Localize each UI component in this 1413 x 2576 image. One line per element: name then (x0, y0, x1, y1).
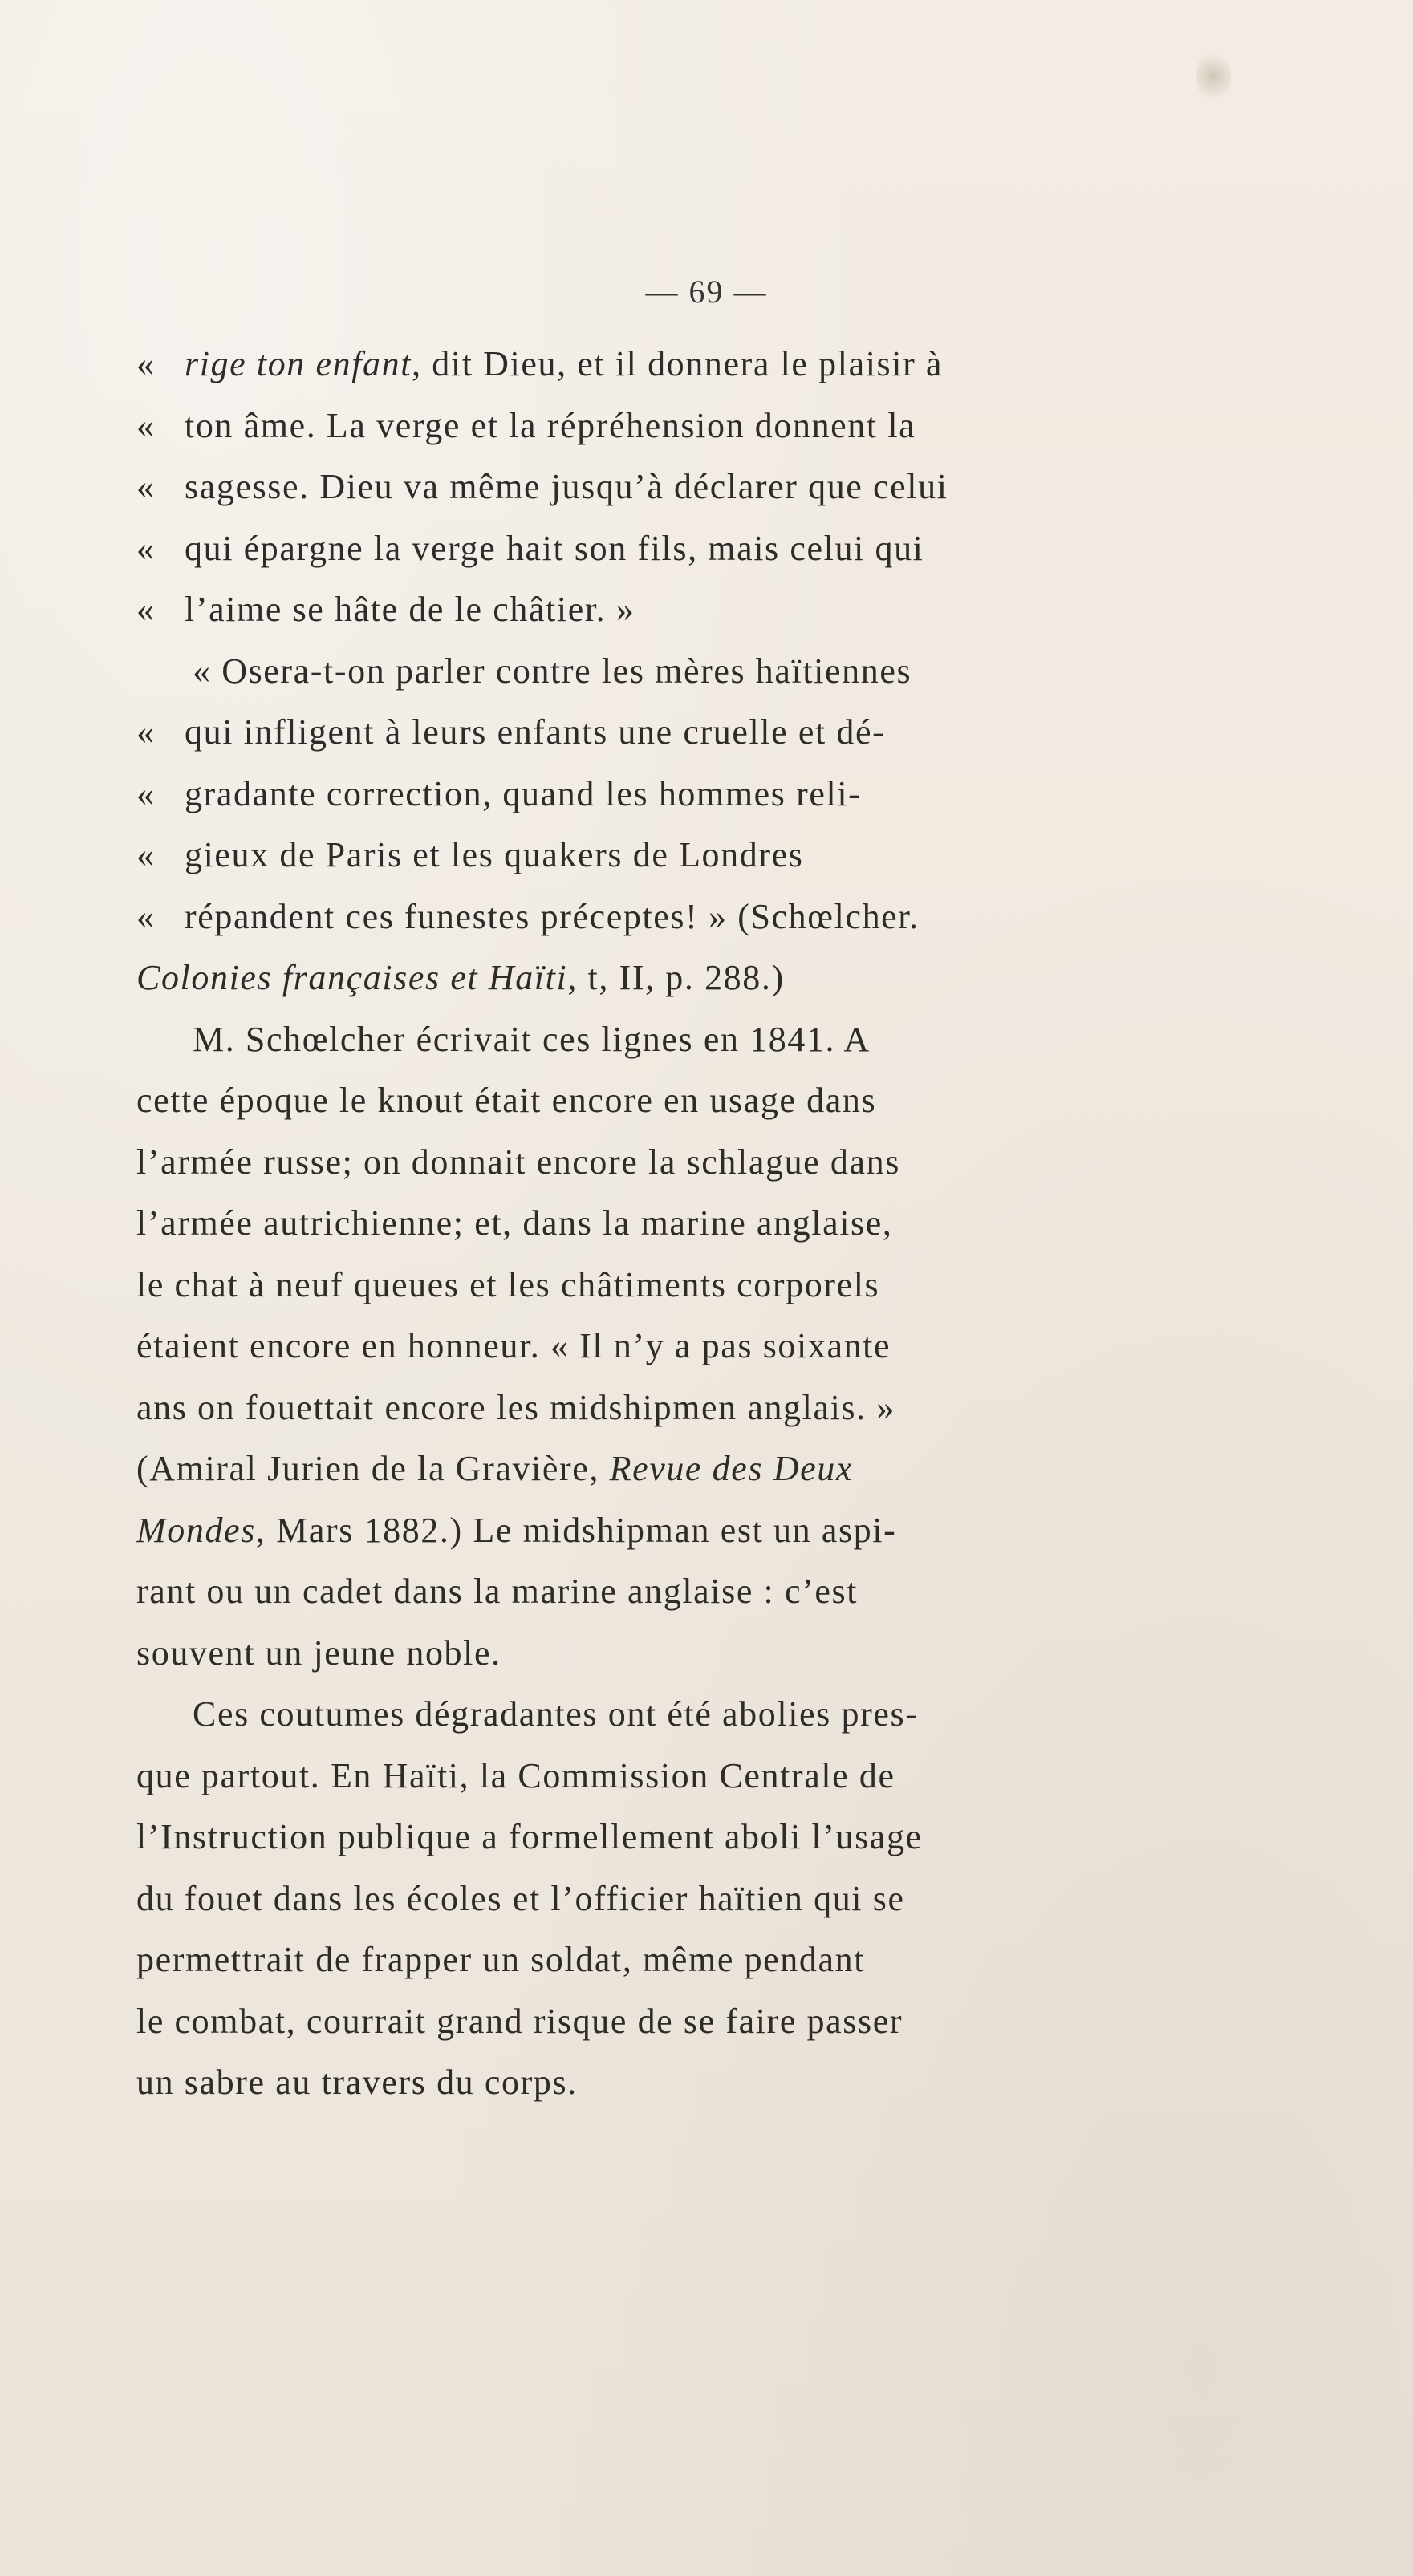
line-text: sagesse. Dieu va même jusqu’à déclarer que celui (185, 467, 948, 506)
text-line (136, 825, 1260, 886)
page-number: — 69 — (645, 274, 768, 310)
paper-stain (1196, 48, 1231, 104)
text-line (136, 1929, 1260, 1991)
line-text: qui infligent à leurs enfants une cruelle et dé- (185, 712, 886, 752)
text-line (136, 1377, 1260, 1439)
text-line (136, 1009, 1260, 1071)
quote-mark: « (136, 405, 156, 445)
text-line (136, 1255, 1260, 1316)
line-text: gieux de Paris et les quakers de Londres (185, 835, 804, 874)
line-text: , Mars 1882.) Le midshipman est un aspi- (255, 1510, 897, 1550)
line-text: , t, II, p. 288.) (567, 958, 785, 997)
text-line (136, 1438, 1260, 1500)
line-text: souvent un jeune noble. (136, 1633, 501, 1673)
italic-text: rige ton enfant (185, 344, 412, 383)
text-line (136, 1623, 1260, 1685)
text-line (136, 641, 1260, 703)
text-line (136, 1561, 1260, 1623)
line-text: qui épargne la verge hait son fils, mais celui qui (185, 528, 924, 568)
line-text: le combat, courrait grand risque de se faire passer (136, 2001, 903, 2041)
line-text: un sabre au travers du corps. (136, 2063, 578, 2102)
italic-text: Revue des Deux (609, 1449, 853, 1488)
quote-mark: « (136, 590, 156, 629)
text-line (136, 702, 1260, 764)
text-line (136, 518, 1260, 580)
body-text (136, 334, 1260, 2114)
text-line (136, 764, 1260, 826)
quote-mark: « (136, 467, 156, 506)
line-text: l’armée autrichienne; et, dans la marine anglaise, (136, 1203, 893, 1243)
line-text: M. Schœlcher écrivait ces lignes en 1841. A (193, 1019, 871, 1059)
line-text: permettrait de frapper un soldat, même pendant (136, 1940, 866, 1979)
line-text: répandent ces funestes préceptes! » (Schœlcher. (185, 896, 920, 936)
italic-text: Mondes (136, 1510, 256, 1550)
text-line (136, 886, 1260, 948)
text-line (136, 1500, 1260, 1562)
text-line (136, 579, 1260, 641)
text-line (136, 2052, 1260, 2114)
quote-mark: « (136, 773, 156, 813)
line-text: rant ou un cadet dans la marine anglaise : c’est (136, 1572, 859, 1611)
quote-mark: « (136, 344, 156, 383)
text-line (136, 1991, 1260, 2053)
quote-mark: « (136, 712, 156, 752)
text-line (136, 1316, 1260, 1377)
line-text: ton âme. La verge et la répréhension donnent la (185, 405, 916, 445)
line-text: du fouet dans les écoles et l’officier haïtien qui se (136, 1878, 905, 1918)
line-text: l’armée russe; on donnait encore la schlague dans (136, 1142, 900, 1182)
text-line (136, 1807, 1260, 1868)
text-line (136, 396, 1260, 457)
text-line (136, 1193, 1260, 1255)
line-text: Ces coutumes dégradantes ont été abolies pres- (193, 1694, 919, 1734)
line-text: « Osera-t-on parler contre les mères haïtiennes (193, 651, 912, 691)
text-line (136, 1070, 1260, 1132)
line-text: étaient encore en honneur. « Il n’y a pas soixante (136, 1326, 891, 1365)
text-line (136, 456, 1260, 518)
line-text: (Amiral Jurien de la Gravière, (136, 1449, 610, 1488)
italic-text: Colonies françaises et Haïti (136, 958, 568, 997)
line-text: l’Instruction publique a formellement aboli l’usage (136, 1817, 923, 1856)
quote-mark: « (136, 835, 156, 874)
text-line (136, 1868, 1260, 1930)
line-text: le chat à neuf queues et les châtiments corporels (136, 1264, 880, 1304)
line-text: cette époque le knout était encore en usage dans (136, 1081, 877, 1120)
text-line (136, 1684, 1260, 1746)
line-text: , dit Dieu, et il donnera le plaisir à (412, 344, 944, 383)
text-line (136, 1746, 1260, 1807)
line-text: l’aime se hâte de le châtier. » (185, 590, 635, 629)
quote-mark: « (136, 896, 156, 936)
line-text: ans on fouettait encore les midshipmen anglais. » (136, 1387, 895, 1427)
line-text: gradante correction, quand les hommes reli- (185, 773, 862, 813)
line-text: que partout. En Haïti, la Commission Centrale de (136, 1755, 895, 1795)
text-line (136, 1132, 1260, 1194)
quote-mark: « (136, 528, 156, 568)
text-line (136, 334, 1260, 396)
text-line (136, 947, 1260, 1009)
